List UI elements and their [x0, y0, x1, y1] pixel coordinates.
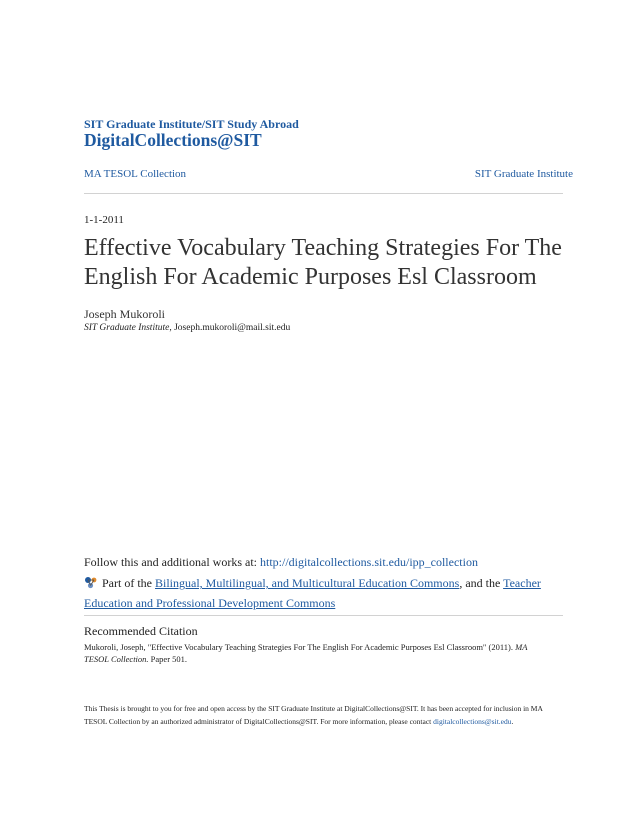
- divider: [84, 615, 563, 616]
- disclaimer-end: .: [511, 717, 514, 726]
- citation-body: Mukoroli, Joseph, "Effective Vocabulary Teaching Strategies For The English For Academic Purposes Esl Classroom" (2011).: [84, 642, 516, 652]
- repository-name[interactable]: DigitalCollections@SIT: [84, 130, 262, 150]
- part-of-line: [84, 574, 564, 612]
- affiliation-email: , Joseph.mukoroli@mail.sit.edu: [169, 323, 291, 333]
- author-affiliation: [84, 323, 290, 333]
- contact-email-link[interactable]: digitalcollections@sit.edu: [433, 717, 512, 726]
- network-icon: [84, 576, 98, 594]
- citation-suffix: Paper 501.: [148, 654, 188, 664]
- publication-date: 1-1-2011: [84, 214, 124, 226]
- school-link[interactable]: SIT Graduate Institute: [474, 168, 573, 180]
- part-of-prefix: Part of the: [102, 576, 155, 590]
- collection-row: [84, 168, 573, 180]
- teacher-education-commons-link[interactable]: Teacher Education and Professional Development Commons: [84, 576, 541, 610]
- divider: [84, 193, 563, 194]
- bilingual-commons-link[interactable]: Bilingual, Multilingual, and Multicultural Education Commons: [155, 576, 460, 590]
- citation-heading: Recommended Citation: [84, 624, 198, 638]
- follow-line: [84, 555, 478, 570]
- citation-text: [84, 641, 554, 665]
- collection-url-link[interactable]: http://digitalcollections.sit.edu/ipp_collection: [260, 555, 478, 569]
- paper-title: Effective Vocabulary Teaching Strategies For The English For Academic Purposes Esl Classroom: [84, 235, 562, 290]
- collection-link[interactable]: MA TESOL Collection: [84, 168, 187, 180]
- citation-collection: MA TESOL Collection.: [84, 642, 528, 664]
- follow-label: Follow this and additional works at:: [84, 555, 260, 569]
- author-name: Joseph Mukoroli: [84, 307, 165, 321]
- part-of-middle: , and the: [459, 576, 504, 590]
- institution-name: SIT Graduate Institute/SIT Study Abroad: [84, 117, 299, 131]
- disclaimer: [84, 702, 564, 728]
- affiliation-institution: SIT Graduate Institute: [84, 323, 170, 333]
- disclaimer-text: This Thesis is brought to you for free and open access by the SIT Graduate Institute at DigitalCollections@SIT. It has been accepted for inclusion in MA TESOL Collection by an authorized administrator of DigitalCollections@SIT. For more information, please contact: [84, 704, 543, 726]
